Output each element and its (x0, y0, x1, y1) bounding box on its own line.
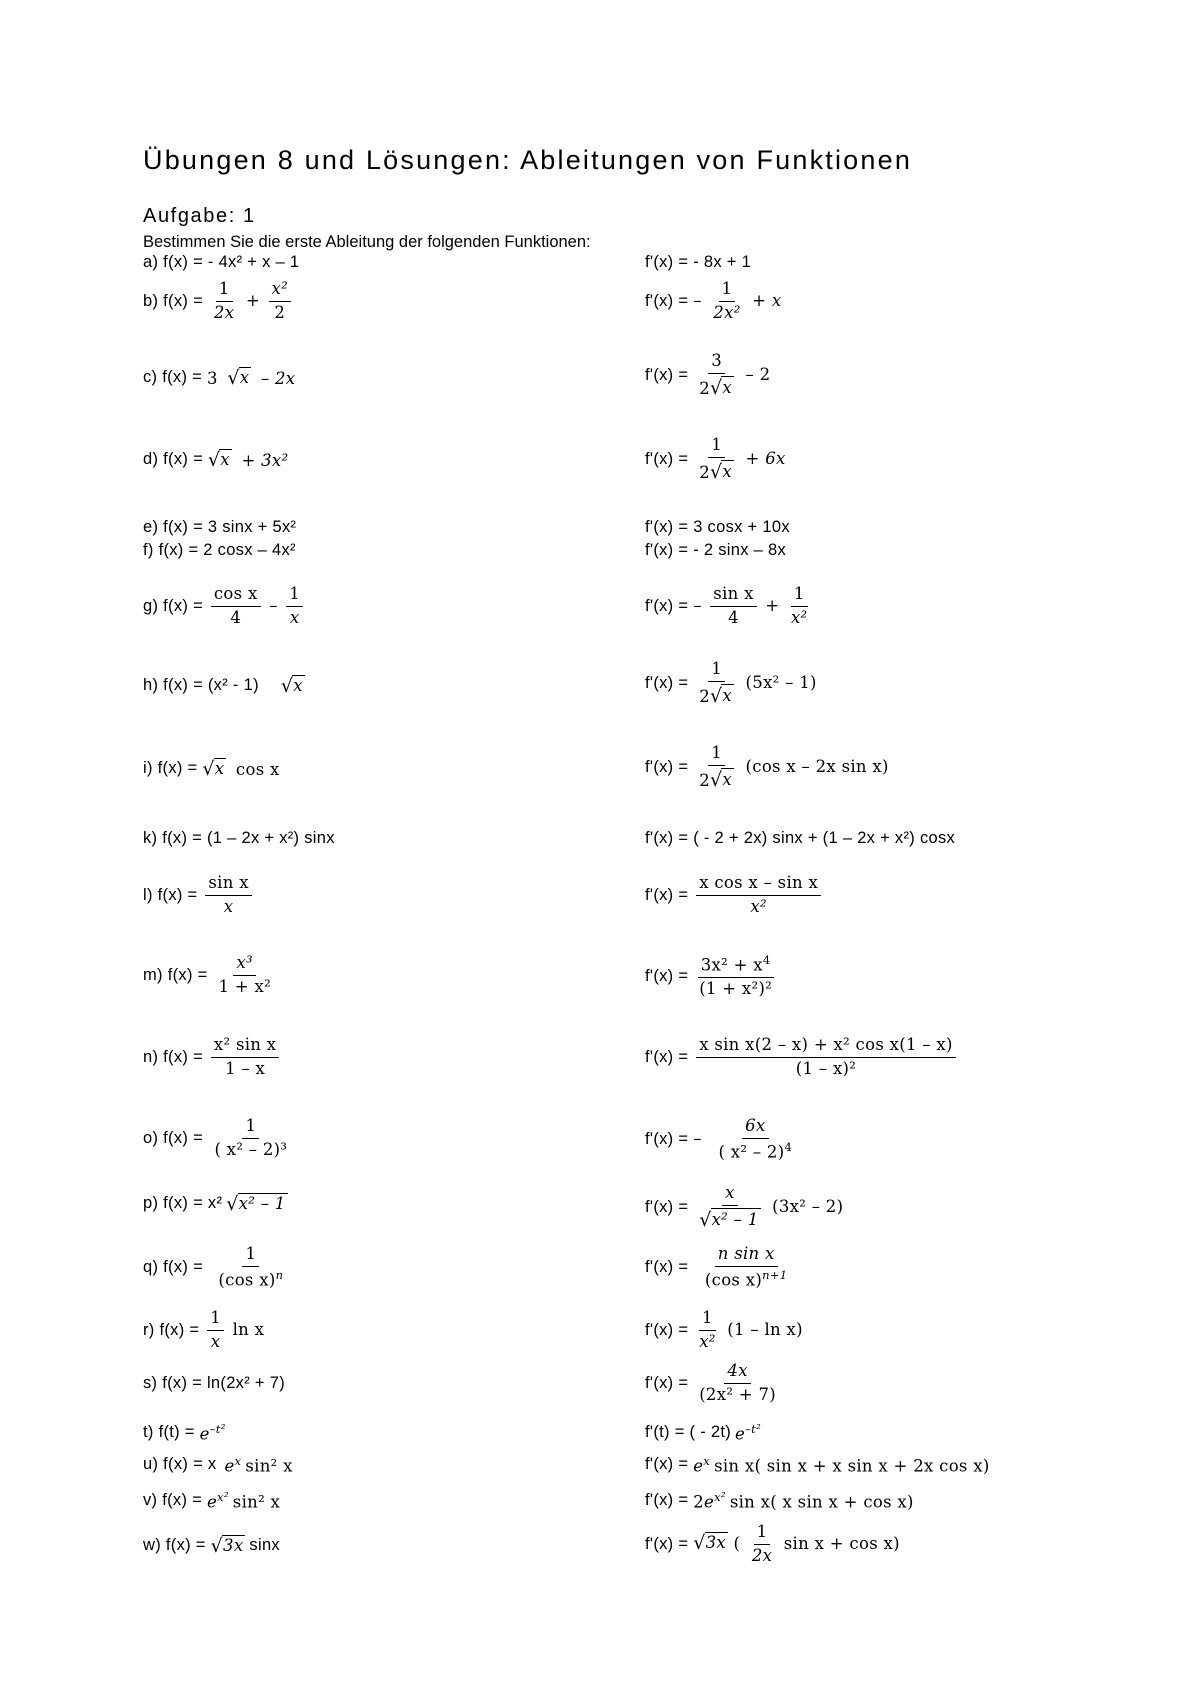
exercise-s-function: s) f(x) = ln(2x² + 7) (143, 1374, 286, 1392)
fraction: $\frac{1}{2x}$ (213, 279, 235, 322)
exercise-v-function: v) f(x) = $e^{x^2}$ sin² x (143, 1490, 281, 1512)
exercise-h-function: h) f(x) = (x² - 1) √ x (143, 674, 303, 697)
exercise-n-derivative: f'(x) = $\frac{\text{x sin x(2 – x) + x² cos x(1 – x)}}{\text{(1 – x)²}}$ (645, 1036, 959, 1079)
fraction: 1 2 √ x (699, 435, 732, 483)
exercise-e-derivative: f'(x) = 3 cosx + 10x (645, 518, 790, 536)
exercise-n-function: n) f(x) = $\frac{\text{x² sin x}}{1 - x}$ (143, 1036, 282, 1079)
exercise-l-function: l) f(x) = $\frac{\text{sin x}}{x}$ (143, 874, 255, 917)
fraction: $\frac{1}{\text{2x²}}$ (713, 279, 741, 322)
exercise-e-function: e) f(x) = 3 sinx + 5x² (143, 518, 297, 536)
exercise-b-function: b) f(x) = $\frac{1}{2x}$ + $\frac{\text{x²}}{2}$ (143, 280, 294, 323)
exercise-m-function: m) f(x) = $\frac{\text{x³}}{\text{1 + x²}}$ (143, 953, 271, 996)
exercise-d-derivative: f'(x) = 1 2 √ x + 6x (645, 435, 786, 483)
exercise-g-function: g) f(x) = $\frac{\text{cos x}}{4}$ – $\frac{1}{x}$ (143, 585, 306, 628)
page-title: Übungen 8 und Lösungen: Ableitungen von Funktionen (143, 145, 913, 175)
exercise-a-function: a) f(x) = - 4x² + x – 1 (143, 253, 300, 271)
instruction-text: Bestimmen Sie die erste Ableitung der folgenden Funktionen: (143, 233, 591, 251)
exercise-s-derivative: f'(x) = $\frac{4x}{\text{(2x² + 7)}}$ (645, 1361, 776, 1404)
exercise-f-function: f) f(x) = 2 cosx – 4x² (143, 541, 296, 559)
exercise-u-derivative: f'(x) = $e^x$ sin x( sin x + x sin x + 2x cos x) (645, 1454, 990, 1476)
exercise-i-function: i) f(x) = √ x cos x (143, 757, 280, 780)
square-root: √ x (227, 366, 250, 389)
exercise-heading: Aufgabe: 1 (143, 205, 256, 227)
exercise-h-derivative: f'(x) = 1 2 √ x (5x² – 1) (645, 659, 817, 707)
exercise-d-function: d) f(x) = √ x + 3x² (143, 448, 289, 471)
exercise-g-derivative: f'(x) = – $\frac{\text{sin x}}{4}$ + $\frac{1}{\text{x²}}$ (645, 584, 808, 627)
exercise-m-derivative: f'(x) = $\frac{3x^2 + x^4}{\text{(1 + x²)²}}$ (645, 953, 773, 999)
exercise-k-function: k) f(x) = (1 – 2x + x²) sinx (143, 829, 335, 847)
exercise-o-function: o) f(x) = $\frac{1}{\text{( x² – 2)³}}$ (143, 1116, 288, 1159)
exercise-v-derivative: f'(x) = $2e^{x^2}$ sin x( x sin x + cos x) (645, 1490, 914, 1512)
fraction: 3 2 √ x (699, 351, 732, 399)
exercise-b-derivative: f'(x) = – $\frac{1}{\text{2x²}}$ + x (645, 279, 782, 322)
exercise-i-derivative: f'(x) = 1 2 √ x (cos x – 2x sin x) (645, 743, 889, 791)
exercise-q-function: q) f(x) = $\frac{1}{(\cos x)^n}$ (143, 1244, 284, 1290)
exercise-u-function: u) f(x) = x $e^x$ sin² x (143, 1454, 293, 1476)
fraction: $\frac{\text{x²}}{2}$ (269, 280, 292, 323)
exercise-p-derivative: f'(x) = x √ x² – 1 (3x² – 2) (645, 1183, 844, 1231)
exercise-r-derivative: f'(x) = $\frac{1}{\text{x²}}$ (1 – ln x) (645, 1308, 803, 1351)
exercise-w-function: w) f(x) = √ 3x sinx (143, 1534, 280, 1557)
square-root: √ x (207, 448, 230, 471)
exercise-q-derivative: f'(x) = $\frac{\text{n sin x}}{(\cos x)^{n+1}}$ (645, 1244, 788, 1290)
exercise-o-derivative: f'(x) = – $\frac{6x}{( x^2 - 2)^4}$ (645, 1116, 793, 1162)
exercise-w-derivative: f'(x) = √ 3x ( $\frac{1}{2x}$ sin x + cos x) (645, 1522, 900, 1565)
exercise-c-function: c) f(x) = 3 √ x – 2x (143, 366, 296, 389)
exercise-t-function: t) f(t) = $e^{-t^2}$ (143, 1422, 226, 1444)
exercise-p-function: p) f(x) = x² √ x² – 1 (143, 1192, 286, 1215)
exercise-l-derivative: f'(x) = $\frac{\text{x cos x – sin x}}{\text{x²}}$ (645, 874, 824, 917)
exercise-r-function: r) f(x) = $\frac{1}{x}$ ln x (143, 1308, 265, 1351)
exercise-k-derivative: f'(x) = ( - 2 + 2x) sinx + (1 – 2x + x²) cosx (645, 829, 956, 847)
exercise-t-derivative: f'(t) = ( - 2t) $e^{-t^2}$ (645, 1422, 762, 1444)
exercise-c-derivative: f'(x) = 3 2 √ x – 2 (645, 351, 771, 399)
exercise-a-derivative: f'(x) = - 8x + 1 (645, 253, 752, 271)
exercise-f-derivative: f'(x) = - 2 sinx – 8x (645, 541, 787, 559)
